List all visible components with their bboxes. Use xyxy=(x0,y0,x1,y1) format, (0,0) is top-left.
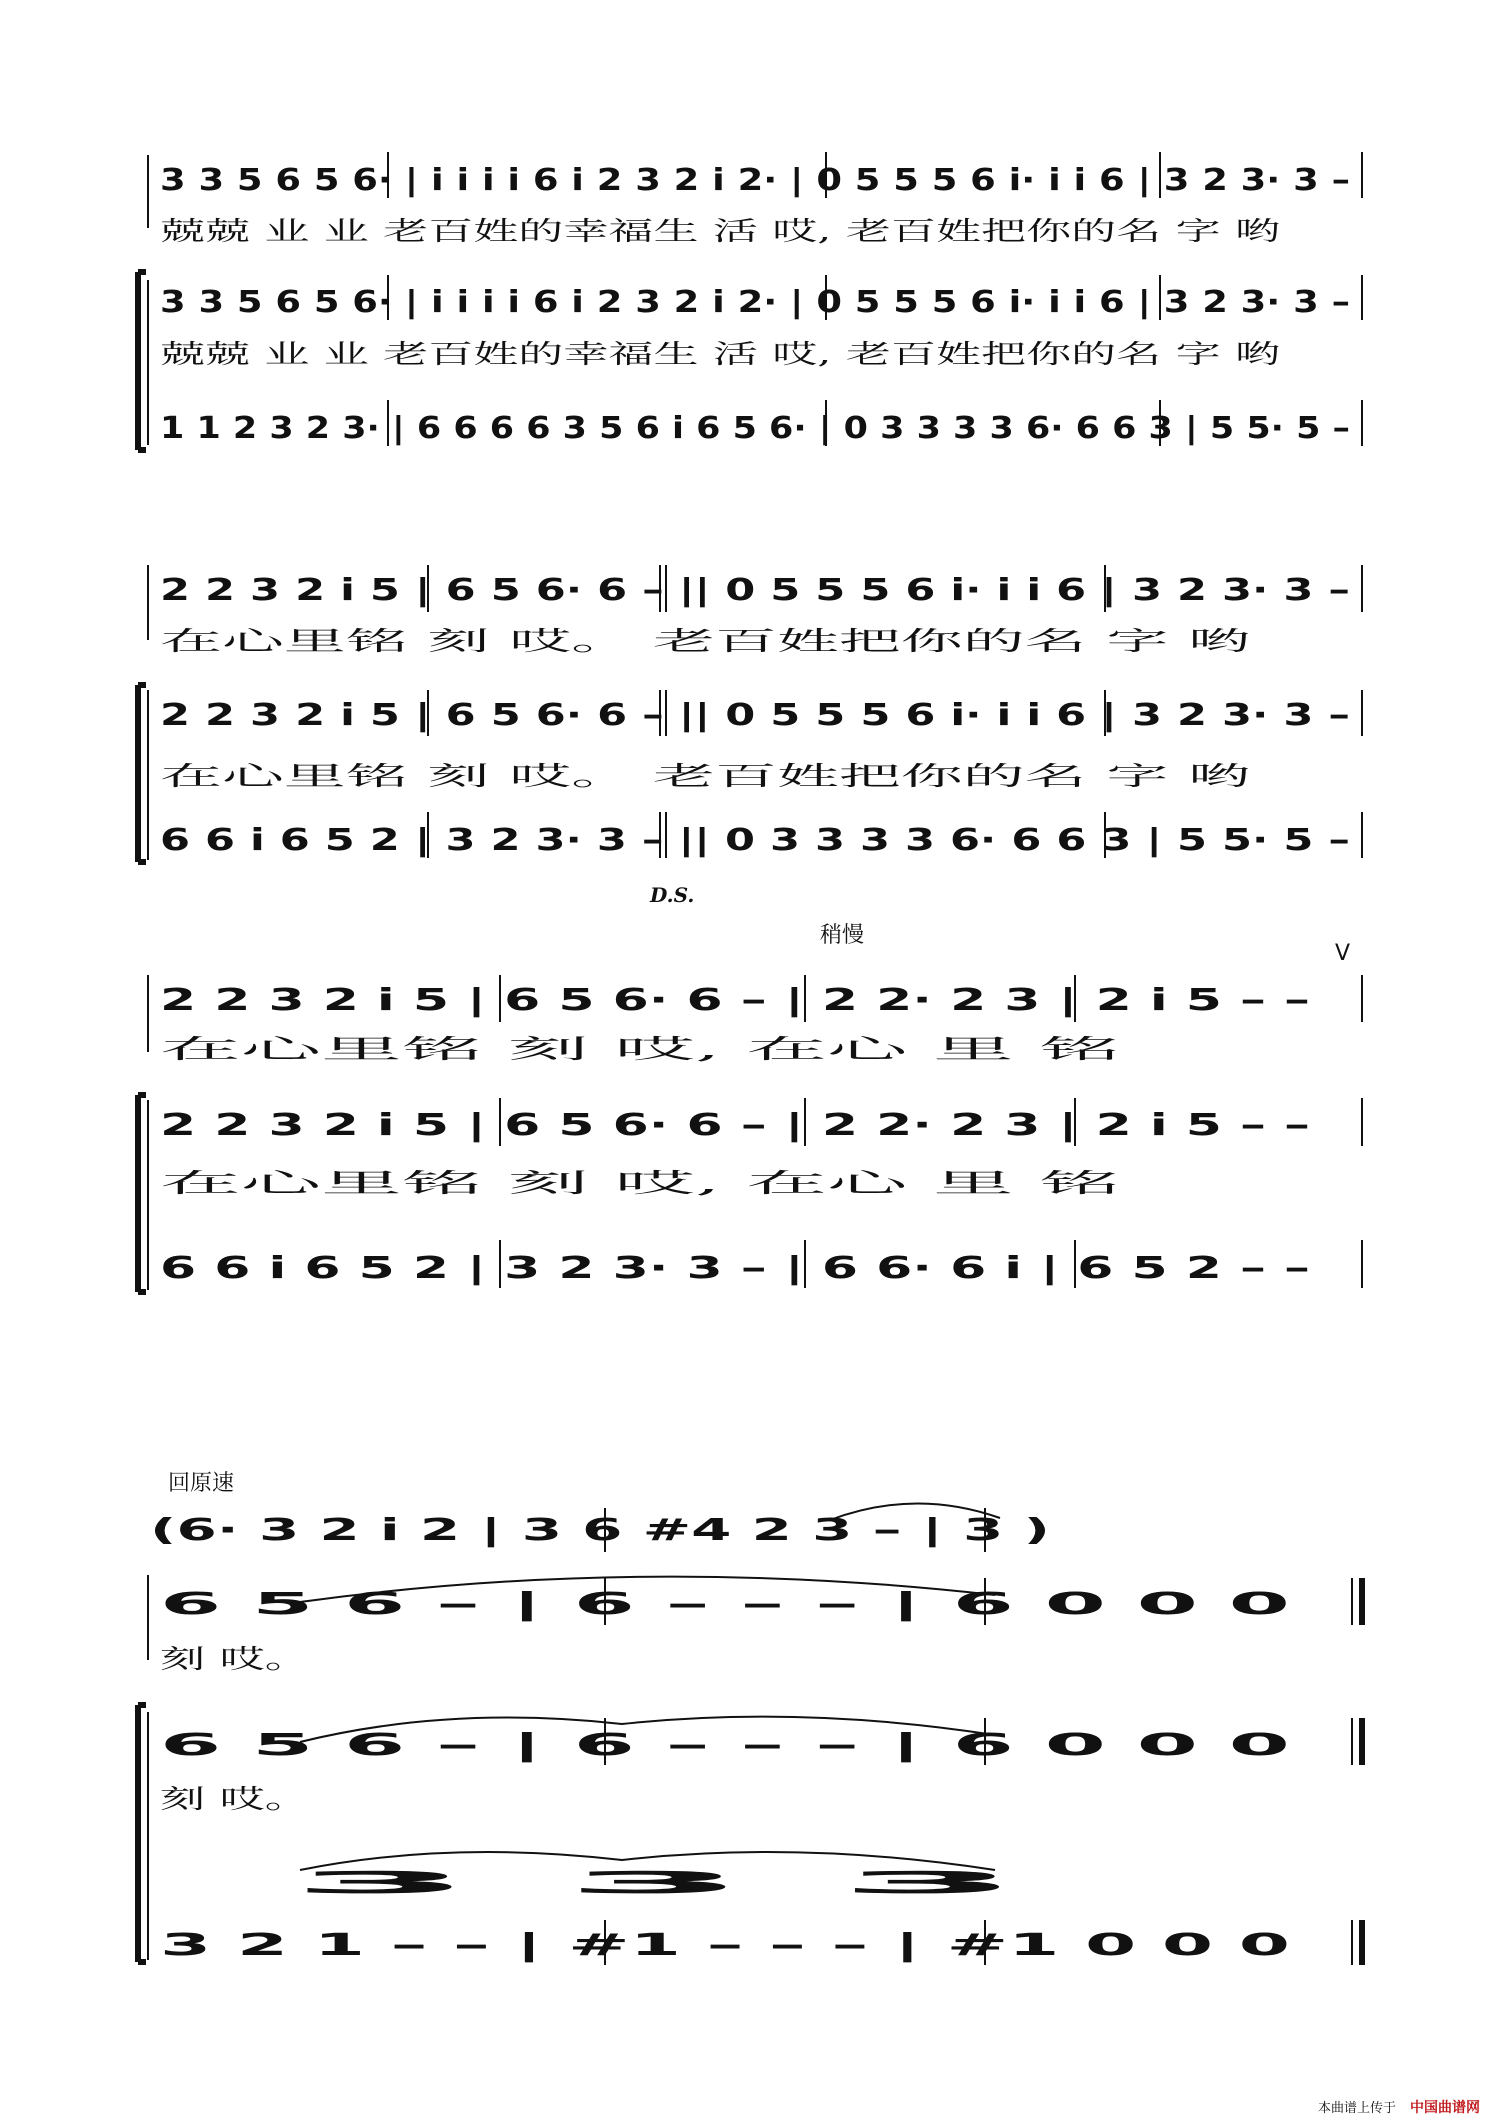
footer-uploaded: 本曲谱上传于 xyxy=(1318,2101,1397,2116)
part1-notes: 2 2 3 2 i 5 | 6 5 6· 6 – || 0 5 5 5 6 i· i i 6 | 3 2 3· 3 – xyxy=(160,573,1350,608)
system-4 xyxy=(138,1471,1362,1965)
part2-notes: 6 5 6 – | 6 – – – | 6 0 0 0 xyxy=(160,1728,1290,1763)
part1-lyrics: 在心里铭 刻 哎, 在心 里 铭 xyxy=(160,1035,1120,1065)
part3-notes: 1 1 2 3 2 3· | 6 6 6 6 3 5 6 i 6 5 6· | 0 3 3 3 3 6· 6 6 3 | 5 5· 5 – xyxy=(160,411,1350,446)
footer-site-logo: 中国曲谱网 xyxy=(1410,2100,1480,2116)
part3-notes: 6 6 i 6 5 2 | 3 2 3· 3 – || 0 3 3 3 3 6· 6 6 3 | 5 5· 5 – xyxy=(160,823,1350,858)
system-2 xyxy=(138,565,1362,907)
intro-notes: (6· 3 2 i 2 | 3 6 #4 2 3 – | 3 ) xyxy=(150,1513,1050,1548)
part2-lyrics: 刻 哎。 xyxy=(160,1785,310,1815)
part3-notes: 3 2 1 – – | #1 – – – | #1 0 0 0 xyxy=(160,1928,1290,1963)
part2-lyrics: 在心里铭 刻 哎。 老百姓把你的名 字 哟 xyxy=(160,762,1250,792)
footer-watermark xyxy=(1318,2099,1480,2116)
part1-notes: 2 2 3 2 i 5 | 6 5 6· 6 – | 2 2· 2 3 | 2 i 5 – – xyxy=(160,983,1310,1018)
tempo-slower: 稍慢 xyxy=(820,923,865,948)
part1-notes: 3 3 5 6 5 6· | i i i i 6 i 2 3 2 i 2· | 0 5 5 5 6 i· i i 6 | 3 2 3· 3 – xyxy=(160,163,1350,198)
part2-notes: 2 2 3 2 i 5 | 6 5 6· 6 – || 0 5 5 5 6 i· i i 6 | 3 2 3· 3 – xyxy=(160,698,1350,733)
part1-lyrics: 刻 哎。 xyxy=(160,1645,310,1675)
tempo-a-tempo: 回原速 xyxy=(168,1471,235,1496)
part2-lyrics: 在心里铭 刻 哎, 在心 里 铭 xyxy=(160,1169,1120,1199)
part2-notes: 3 3 5 6 5 6· | i i i i 6 i 2 3 2 i 2· | 0 5 5 5 6 i· i i 6 | 3 2 3· 3 – xyxy=(160,285,1350,320)
part2-lyrics: 兢兢 业 业 老百姓的幸福生 活 哎, 老百姓把你的名 字 哟 xyxy=(160,340,1280,370)
breath-mark: V xyxy=(1335,941,1351,966)
system-3 xyxy=(138,923,1362,1292)
ds-mark: D.S. xyxy=(650,883,695,907)
part2-notes: 2 2 3 2 i 5 | 6 5 6· 6 – | 2 2· 2 3 | 2 i 5 – – xyxy=(160,1108,1310,1143)
part1-notes: 6 5 6 – | 6 – – – | 6 0 0 0 xyxy=(160,1587,1290,1622)
part1-lyrics: 在心里铭 刻 哎。 老百姓把你的名 字 哟 xyxy=(160,627,1250,657)
part1-lyrics: 兢兢 业 业 老百姓的幸福生 活 哎, 老百姓把你的名 字 哟 xyxy=(160,217,1280,247)
part3-notes: 6 6 i 6 5 2 | 3 2 3· 3 – | 6 6· 6 i | 6 5 2 – – xyxy=(160,1251,1310,1286)
part3-upper-notes: 3 3 3 xyxy=(290,1866,1020,1901)
system-1 xyxy=(138,152,1362,450)
